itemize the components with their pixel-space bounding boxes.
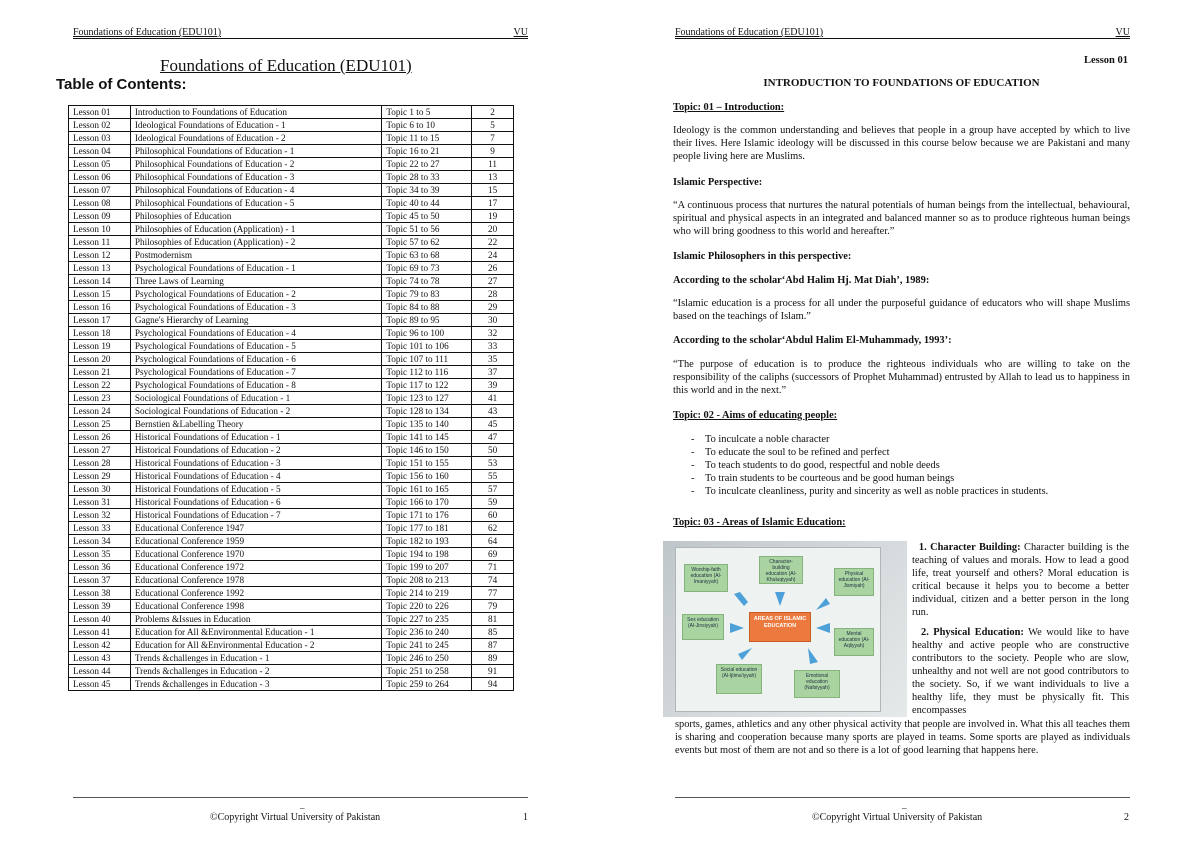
toc-row <box>69 106 514 119</box>
toc-page: 69 <box>472 548 514 561</box>
toc-lesson: Lesson 26 <box>69 431 131 444</box>
toc-row <box>69 353 514 366</box>
toc-topics: Topic 40 to 44 <box>382 197 472 210</box>
toc-title: Trends &challenges in Education - 2 <box>130 665 381 678</box>
toc-page: 37 <box>472 366 514 379</box>
page-1-footer-rule <box>73 797 528 798</box>
toc-row <box>69 600 514 613</box>
toc-title: Postmodernism <box>130 249 381 262</box>
toc-page: 19 <box>472 210 514 223</box>
scholar-1-heading: According to the scholar‘Abd Halim Hj. Mat Diah’, 1989: <box>673 275 930 286</box>
toc-page: 47 <box>472 431 514 444</box>
toc-topics: Topic 182 to 193 <box>382 535 472 548</box>
toc-title: Psychological Foundations of Education - 6 <box>130 353 381 366</box>
toc-row <box>69 639 514 652</box>
toc-topics: Topic 74 to 78 <box>382 275 472 288</box>
toc-page: 33 <box>472 340 514 353</box>
scholar-2-text: “The purpose of education is to produce the righteous individuals who are willing to take on the responsibility of the caliphs (successors of Prophet Muhammad) entrusted by Allah to lead us to happiness in this world and in the next.” <box>673 359 1130 396</box>
toc-row <box>69 379 514 392</box>
toc-page: 2 <box>472 106 514 119</box>
diagram-box-mental: Mental education (Al-Aqliyyah) <box>834 628 874 656</box>
toc-page: 57 <box>472 483 514 496</box>
aim-item: - To inculcate cleanliness, purity and sincerity as well as noble practices in students. <box>673 485 1130 498</box>
toc-page: 35 <box>472 353 514 366</box>
toc-topics: Topic 251 to 258 <box>382 665 472 678</box>
toc-lesson: Lesson 27 <box>69 444 131 457</box>
toc-lesson: Lesson 13 <box>69 262 131 275</box>
diagram-center: AREAS OF ISLAMIC EDUCATION <box>749 612 811 642</box>
toc-topics: Topic 51 to 56 <box>382 223 472 236</box>
toc-title: Education for All &Environmental Education - 2 <box>130 639 381 652</box>
toc-lesson: Lesson 02 <box>69 119 131 132</box>
toc-page: 55 <box>472 470 514 483</box>
toc-lesson: Lesson 21 <box>69 366 131 379</box>
toc-lesson: Lesson 14 <box>69 275 131 288</box>
toc-lesson: Lesson 45 <box>69 678 131 691</box>
toc-title: Historical Foundations of Education - 5 <box>130 483 381 496</box>
toc-topics: Topic 208 to 213 <box>382 574 472 587</box>
toc-lesson: Lesson 29 <box>69 470 131 483</box>
page-1-footer-dash: _ <box>300 800 305 810</box>
toc-row <box>69 548 514 561</box>
toc-page: 79 <box>472 600 514 613</box>
toc-page: 13 <box>472 171 514 184</box>
toc-title: Problems &Issues in Education <box>130 613 381 626</box>
toc-lesson: Lesson 12 <box>69 249 131 262</box>
toc-topics: Topic 241 to 245 <box>382 639 472 652</box>
toc-topics: Topic 166 to 170 <box>382 496 472 509</box>
page-2-copyright: ©Copyright Virtual University of Pakistan <box>812 812 983 823</box>
toc-row <box>69 249 514 262</box>
toc-topics: Topic 227 to 235 <box>382 613 472 626</box>
toc-page: 43 <box>472 405 514 418</box>
toc-page: 85 <box>472 626 514 639</box>
toc-title: Educational Conference 1972 <box>130 561 381 574</box>
aim-item: - To educate the soul to be refined and perfect <box>673 446 1130 459</box>
toc-row <box>69 678 514 691</box>
toc-page: 89 <box>472 652 514 665</box>
toc-row <box>69 223 514 236</box>
document-title: Foundations of Education (EDU101) <box>160 56 412 75</box>
header-course-title: Foundations of Education (EDU101) <box>675 27 824 38</box>
toc-title: Educational Conference 1998 <box>130 600 381 613</box>
toc-row <box>69 483 514 496</box>
toc-row <box>69 587 514 600</box>
toc-page: 32 <box>472 327 514 340</box>
toc-page: 30 <box>472 314 514 327</box>
toc-page: 45 <box>472 418 514 431</box>
toc-page: 17 <box>472 197 514 210</box>
toc-page: 59 <box>472 496 514 509</box>
toc-row <box>69 535 514 548</box>
toc-topics: Topic 259 to 264 <box>382 678 472 691</box>
item-1-character-building: 1. Character Building: Character building is the teaching of values and morals. How to lead a good life, treat yourself and others? Moral education is critical because it helps you to become a better individual, citizen and a better person in the long run. <box>912 542 1129 618</box>
item-2-continued: sports, games, athletics and any other physical activity that people are involved in. What this all teaches them is sharing and cooperation because many sports are played in teams. Some sports are played as individuals events but most of them are not and so there is a lot of good learning that happens here. <box>675 719 1130 756</box>
toc-lesson: Lesson 20 <box>69 353 131 366</box>
toc-row <box>69 275 514 288</box>
toc-row <box>69 132 514 145</box>
toc-lesson: Lesson 16 <box>69 301 131 314</box>
toc-page: 64 <box>472 535 514 548</box>
toc-lesson: Lesson 07 <box>69 184 131 197</box>
toc-title: Psychological Foundations of Education - 4 <box>130 327 381 340</box>
toc-lesson: Lesson 38 <box>69 587 131 600</box>
toc-title: Educational Conference 1978 <box>130 574 381 587</box>
toc-row <box>69 392 514 405</box>
toc-title: Historical Foundations of Education - 2 <box>130 444 381 457</box>
toc-topics: Topic 34 to 39 <box>382 184 472 197</box>
toc-topics: Topic 246 to 250 <box>382 652 472 665</box>
toc-title: Psychological Foundations of Education - 1 <box>130 262 381 275</box>
toc-topics: Topic 107 to 111 <box>382 353 472 366</box>
toc-lesson: Lesson 06 <box>69 171 131 184</box>
toc-lesson: Lesson 08 <box>69 197 131 210</box>
aims-list <box>673 433 1130 498</box>
toc-lesson: Lesson 04 <box>69 145 131 158</box>
toc-lesson: Lesson 43 <box>69 652 131 665</box>
toc-topics: Topic 11 to 15 <box>382 132 472 145</box>
toc-topics: Topic 101 to 106 <box>382 340 472 353</box>
toc-title: Philosophical Foundations of Education - 2 <box>130 158 381 171</box>
header-vu: VU <box>513 27 528 38</box>
toc-title: Philosophical Foundations of Education - 3 <box>130 171 381 184</box>
item-2-physical-education: 2. Physical Education: We would like to have healthy and active people who are constructive contributors to the society. People who are slow, unhealthy and not well are not good contributors to the society. So, if we want individuals to live a healthy life, they must be physically fit. This encompasses <box>912 627 1130 716</box>
toc-lesson: Lesson 18 <box>69 327 131 340</box>
page-2-footer-dash: _ <box>902 800 907 810</box>
diagram-box-sex: Sex education (Al-Jinsiyyah) <box>682 614 724 640</box>
toc-page: 15 <box>472 184 514 197</box>
toc-row <box>69 431 514 444</box>
toc-title: Sociological Foundations of Education - 1 <box>130 392 381 405</box>
toc-page: 5 <box>472 119 514 132</box>
toc-lesson: Lesson 33 <box>69 522 131 535</box>
toc-page: 77 <box>472 587 514 600</box>
areas-of-islamic-education-image <box>663 541 907 717</box>
toc-title: Historical Foundations of Education - 4 <box>130 470 381 483</box>
toc-title: Philosophical Foundations of Education - 5 <box>130 197 381 210</box>
toc-title: Three Laws of Learning <box>130 275 381 288</box>
toc-topics: Topic 156 to 160 <box>382 470 472 483</box>
diagram-box-worship: Worship-faith education (Al-Imaniyyah) <box>684 564 728 592</box>
toc-lesson: Lesson 01 <box>69 106 131 119</box>
toc-lesson: Lesson 39 <box>69 600 131 613</box>
toc-lesson: Lesson 32 <box>69 509 131 522</box>
toc-title: Ideological Foundations of Education - 1 <box>130 119 381 132</box>
toc-lesson: Lesson 03 <box>69 132 131 145</box>
toc-page: 28 <box>472 288 514 301</box>
scholar-2-heading: According to the scholar‘Abdul Halim El-Muhammady, 1993’: <box>673 335 952 346</box>
toc-heading: Table of Contents: <box>56 76 187 93</box>
toc-row <box>69 340 514 353</box>
toc-lesson: Lesson 41 <box>69 626 131 639</box>
toc-topics: Topic 117 to 122 <box>382 379 472 392</box>
toc-page: 9 <box>472 145 514 158</box>
page-1-number: 1 <box>523 812 528 823</box>
toc-title: Educational Conference 1959 <box>130 535 381 548</box>
toc-title: Educational Conference 1992 <box>130 587 381 600</box>
toc-title: Philosophical Foundations of Education - 4 <box>130 184 381 197</box>
toc-topics: Topic 123 to 127 <box>382 392 472 405</box>
page-header <box>73 27 528 39</box>
toc-title: Philosophical Foundations of Education - 1 <box>130 145 381 158</box>
toc-lesson: Lesson 37 <box>69 574 131 587</box>
toc-topics: Topic 96 to 100 <box>382 327 472 340</box>
toc-title: Historical Foundations of Education - 7 <box>130 509 381 522</box>
toc-lesson: Lesson 11 <box>69 236 131 249</box>
toc-topics: Topic 161 to 165 <box>382 483 472 496</box>
toc-row <box>69 366 514 379</box>
toc-topics: Topic 69 to 73 <box>382 262 472 275</box>
toc-lesson: Lesson 23 <box>69 392 131 405</box>
toc-page: 11 <box>472 158 514 171</box>
toc-topics: Topic 6 to 10 <box>382 119 472 132</box>
islamic-perspective-text: “A continuous process that nurtures the natural potentials of human beings from the intellectual, behavioural, spiritual and physical aspects in an integrated and balanced manner so as to produce righteous human beings who will bring goodness to this world and hereafter.” <box>673 200 1130 237</box>
header-vu: VU <box>1115 27 1130 38</box>
toc-lesson: Lesson 31 <box>69 496 131 509</box>
aim-item: - To train students to be courteous and be good human beings <box>673 472 1130 485</box>
diagram-box-character: Character-building education (Al-Khuluqiyyah) <box>759 556 803 584</box>
topic-1-text: Ideology is the common understanding and believes that people in a group have accepted by which to live their lives. Here Islamic ideology will be discussed in this course below because we are Pakistani and many people living here are Muslims. <box>673 125 1130 162</box>
toc-title: Psychological Foundations of Education - 5 <box>130 340 381 353</box>
toc-row <box>69 288 514 301</box>
toc-row <box>69 197 514 210</box>
toc-page: 41 <box>472 392 514 405</box>
diagram-box-social: Social education (Al-Ijtima'iyyah) <box>716 664 762 694</box>
toc-page: 20 <box>472 223 514 236</box>
toc-title: Educational Conference 1970 <box>130 548 381 561</box>
toc-lesson: Lesson 25 <box>69 418 131 431</box>
toc-page: 87 <box>472 639 514 652</box>
toc-lesson: Lesson 17 <box>69 314 131 327</box>
toc-title: Psychological Foundations of Education - 2 <box>130 288 381 301</box>
toc-row <box>69 470 514 483</box>
toc-topics: Topic 236 to 240 <box>382 626 472 639</box>
toc-topics: Topic 16 to 21 <box>382 145 472 158</box>
toc-row <box>69 119 514 132</box>
toc-title: Psychological Foundations of Education - 3 <box>130 301 381 314</box>
toc-row <box>69 158 514 171</box>
toc-page: 29 <box>472 301 514 314</box>
toc-title: Philosophies of Education (Application) - 2 <box>130 236 381 249</box>
toc-row <box>69 327 514 340</box>
toc-topics: Topic 151 to 155 <box>382 457 472 470</box>
toc-title: Sociological Foundations of Education - 2 <box>130 405 381 418</box>
islamic-perspective-heading: Islamic Perspective: <box>673 177 763 188</box>
toc-row <box>69 652 514 665</box>
toc-page: 74 <box>472 574 514 587</box>
toc-lesson: Lesson 42 <box>69 639 131 652</box>
toc-page: 81 <box>472 613 514 626</box>
toc-topics: Topic 146 to 150 <box>382 444 472 457</box>
toc-table <box>68 105 514 691</box>
toc-page: 39 <box>472 379 514 392</box>
toc-topics: Topic 141 to 145 <box>382 431 472 444</box>
diagram-board <box>675 547 881 712</box>
toc-lesson: Lesson 30 <box>69 483 131 496</box>
scholar-1-text: “Islamic education is a process for all under the purposeful guidance of educators who will shape Muslims based on the teachings of Islam.” <box>673 298 1130 322</box>
toc-page: 27 <box>472 275 514 288</box>
toc-row <box>69 184 514 197</box>
toc-topics: Topic 112 to 116 <box>382 366 472 379</box>
philosophers-heading: Islamic Philosophers in this perspective: <box>673 251 852 262</box>
toc-title: Educational Conference 1947 <box>130 522 381 535</box>
diagram-box-physical: Physical education (Al-Jismiyah) <box>834 568 874 596</box>
toc-page: 60 <box>472 509 514 522</box>
toc-title: Introduction to Foundations of Education <box>130 106 381 119</box>
toc-row <box>69 561 514 574</box>
toc-title: Education for All &Environmental Education - 1 <box>130 626 381 639</box>
toc-row <box>69 262 514 275</box>
toc-lesson: Lesson 40 <box>69 613 131 626</box>
toc-page: 53 <box>472 457 514 470</box>
aim-item: - To inculcate a noble character <box>673 433 1130 446</box>
toc-topics: Topic 135 to 140 <box>382 418 472 431</box>
toc-topics: Topic 89 to 95 <box>382 314 472 327</box>
toc-lesson: Lesson 15 <box>69 288 131 301</box>
toc-row <box>69 418 514 431</box>
diagram-box-emotional: Emotional education (Nafsiyyah) <box>794 670 840 698</box>
topic-3-heading: Topic: 03 - Areas of Islamic Education: <box>673 517 846 528</box>
toc-row <box>69 457 514 470</box>
toc-row <box>69 444 514 457</box>
toc-page: 94 <box>472 678 514 691</box>
toc-page: 22 <box>472 236 514 249</box>
toc-lesson: Lesson 28 <box>69 457 131 470</box>
toc-title: Historical Foundations of Education - 1 <box>130 431 381 444</box>
toc-title: Philosophies of Education (Application) - 1 <box>130 223 381 236</box>
toc-lesson: Lesson 34 <box>69 535 131 548</box>
toc-title: Gagne's Hierarchy of Learning <box>130 314 381 327</box>
toc-lesson: Lesson 19 <box>69 340 131 353</box>
toc-topics: Topic 199 to 207 <box>382 561 472 574</box>
toc-row <box>69 171 514 184</box>
toc-title: Bernstien &Labelling Theory <box>130 418 381 431</box>
toc-lesson: Lesson 24 <box>69 405 131 418</box>
toc-lesson: Lesson 36 <box>69 561 131 574</box>
toc-row <box>69 574 514 587</box>
toc-topics: Topic 57 to 62 <box>382 236 472 249</box>
toc-row <box>69 301 514 314</box>
toc-lesson: Lesson 44 <box>69 665 131 678</box>
toc-row <box>69 626 514 639</box>
aim-item: - To teach students to do good, respectful and noble deeds <box>673 459 1130 472</box>
toc-title: Trends &challenges in Education - 3 <box>130 678 381 691</box>
toc-topics: Topic 79 to 83 <box>382 288 472 301</box>
toc-lesson: Lesson 10 <box>69 223 131 236</box>
toc-row <box>69 314 514 327</box>
toc-title: Historical Foundations of Education - 3 <box>130 457 381 470</box>
toc-row <box>69 613 514 626</box>
toc-topics: Topic 45 to 50 <box>382 210 472 223</box>
toc-page: 91 <box>472 665 514 678</box>
topic-1-heading: Topic: 01 – Introduction: <box>673 102 785 113</box>
toc-title: Psychological Foundations of Education - 8 <box>130 379 381 392</box>
toc-row <box>69 210 514 223</box>
toc-topics: Topic 28 to 33 <box>382 171 472 184</box>
toc-page: 62 <box>472 522 514 535</box>
toc-page: 26 <box>472 262 514 275</box>
toc-title: Ideological Foundations of Education - 2 <box>130 132 381 145</box>
toc-topics: Topic 171 to 176 <box>382 509 472 522</box>
header-course-title: Foundations of Education (EDU101) <box>73 27 222 38</box>
toc-lesson: Lesson 05 <box>69 158 131 171</box>
toc-lesson: Lesson 09 <box>69 210 131 223</box>
toc-page: 24 <box>472 249 514 262</box>
lesson-title: INTRODUCTION TO FOUNDATIONS OF EDUCATION <box>763 77 1040 89</box>
toc-title: Psychological Foundations of Education - 7 <box>130 366 381 379</box>
toc-lesson: Lesson 22 <box>69 379 131 392</box>
toc-topics: Topic 1 to 5 <box>382 106 472 119</box>
toc-title: Historical Foundations of Education - 6 <box>130 496 381 509</box>
topic-2-heading: Topic: 02 - Aims of educating people: <box>673 410 838 421</box>
toc-topics: Topic 177 to 181 <box>382 522 472 535</box>
toc-topics: Topic 194 to 198 <box>382 548 472 561</box>
toc-row <box>69 145 514 158</box>
toc-row <box>69 522 514 535</box>
page-2-number: 2 <box>1124 812 1129 823</box>
page-1-copyright: ©Copyright Virtual University of Pakistan <box>210 812 381 823</box>
toc-topics: Topic 220 to 226 <box>382 600 472 613</box>
toc-row <box>69 509 514 522</box>
lesson-label: Lesson 01 <box>1083 55 1128 66</box>
toc-row <box>69 405 514 418</box>
toc-page: 7 <box>472 132 514 145</box>
toc-topics: Topic 128 to 134 <box>382 405 472 418</box>
toc-title: Trends &challenges in Education - 1 <box>130 652 381 665</box>
toc-row <box>69 496 514 509</box>
toc-topics: Topic 22 to 27 <box>382 158 472 171</box>
page-2-footer-rule <box>675 797 1130 798</box>
toc-page: 71 <box>472 561 514 574</box>
diagram-arrows <box>676 548 882 713</box>
toc-row <box>69 236 514 249</box>
toc-title: Philosophies of Education <box>130 210 381 223</box>
toc-topics: Topic 84 to 88 <box>382 301 472 314</box>
toc-topics: Topic 63 to 68 <box>382 249 472 262</box>
page-header <box>675 27 1130 39</box>
toc-page: 50 <box>472 444 514 457</box>
toc-lesson: Lesson 35 <box>69 548 131 561</box>
toc-topics: Topic 214 to 219 <box>382 587 472 600</box>
toc-row <box>69 665 514 678</box>
